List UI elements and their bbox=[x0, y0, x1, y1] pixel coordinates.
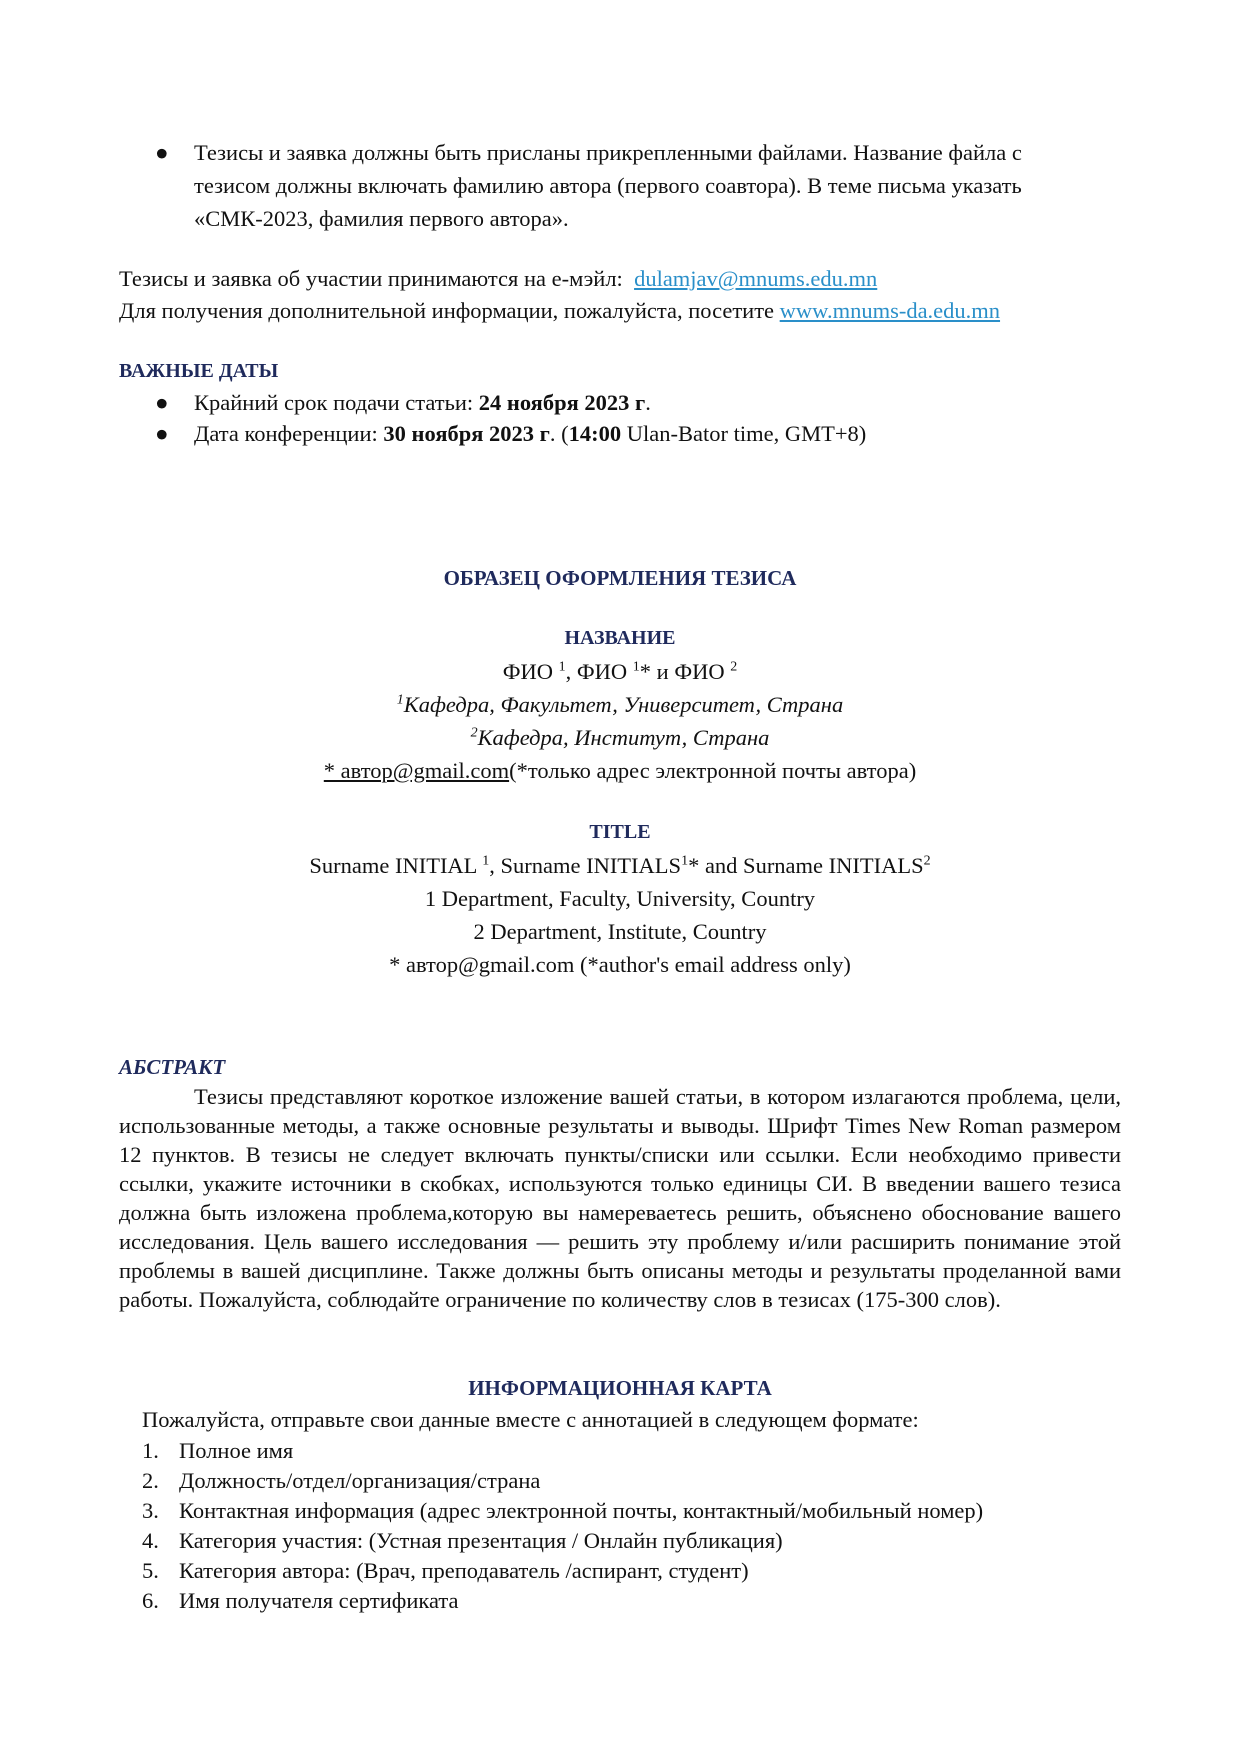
email-prefix: Тезисы и заявка об участии принимаются на е-мэйл: bbox=[119, 266, 623, 291]
bullet-icon: ● bbox=[155, 421, 169, 446]
ru-email-note: (*только адрес электронной почты автора) bbox=[509, 758, 917, 783]
ru-title: НАЗВАНИЕ bbox=[564, 627, 676, 649]
intro-line-1: Тезисы и заявка должны быть присланы прикрепленными файлами. Название файла с bbox=[194, 140, 1022, 165]
deadline-item: ● Крайний срок подачи статьи: 24 ноября 2023 г. bbox=[119, 387, 1121, 418]
conference-item: ● Дата конференции: 30 ноября 2023 г. (14:00 Ulan-Bator time, GMT+8) bbox=[119, 418, 1121, 449]
abstract-body: Тезисы представляют короткое изложение вашей статьи, в котором излагаются проблема, цели, использованные методы, а также основные результаты и выводы. Шрифт Times New Roman размером 12 пунктов. В тезисы не следует включать пункты/списки или ссылки. Если необходимо привести ссылки, укажите источники в скобках, используются только единицы СИ. В введении вашего тезиса должна быть изложена проблема,которую вы намереваетесь решить, объяснено обоснование вашего исследования. Цель вашего исследования — решить эту проблему и/или расширить понимание этой проблемы в вашей дисциплине. Также должны быть описаны методы и результаты проделанной вами работы. Пожалуйста, соблюдайте ограничение по количеству слов в тезисах (175-300 слов). bbox=[119, 1084, 1121, 1312]
ru-email bbox=[119, 754, 1121, 787]
dates-heading: ВАЖНЫЕ ДАТЫ bbox=[119, 360, 279, 382]
sample-heading: ОБРАЗЕЦ ОФОРМЛЕНИЯ ТЕЗИСА bbox=[443, 566, 797, 590]
en-authors: Surname INITIAL $^1$, Surname INITIALS$^1$* and Surname INITIALS$^2$ bbox=[309, 853, 931, 878]
list-item: 4. Категория участия: (Устная презентация / Онлайн публикация) bbox=[142, 1528, 783, 1553]
deadline-value: 24 ноября 2023 г bbox=[478, 390, 646, 415]
sample-en bbox=[119, 816, 1121, 981]
list-item: 3. Контактная информация (адрес электронной почты, контактный/мобильный номер) bbox=[142, 1498, 984, 1523]
info-card-intro: Пожалуйста, отправьте свои данные вместе с аннотацией в следующем формате: bbox=[142, 1407, 919, 1432]
en-email: * автор@gmail.com (*author's email address only) bbox=[389, 952, 851, 977]
site-link[interactable]: www.mnums-da.edu.mn bbox=[779, 298, 1001, 323]
list-item: 2. Должность/отдел/организация/страна bbox=[142, 1468, 541, 1493]
abstract-heading: АБСТРАКТ bbox=[119, 1055, 226, 1079]
conference-timezone: Ulan-Bator time, GMT+8) bbox=[626, 421, 867, 446]
contact-section bbox=[119, 263, 1121, 327]
info-card-heading: ИНФОРМАЦИОННАЯ КАРТА bbox=[468, 1376, 772, 1400]
intro-line-3: «СМК-2023, фамилия первого автора». bbox=[194, 206, 569, 231]
intro-bullet bbox=[119, 136, 1121, 235]
conference-value: 30 ноября 2023 г bbox=[383, 421, 550, 446]
ru-authors: ФИО $^1$, ФИО $^1$* и ФИО $^2$ bbox=[502, 659, 738, 684]
list-item: 1. Полное имя bbox=[142, 1438, 294, 1463]
abstract-section bbox=[119, 1053, 1121, 1314]
list-item: 6. Имя получателя сертификата bbox=[142, 1588, 459, 1613]
email-link[interactable]: dulamjav@mnums.edu.mn bbox=[634, 266, 878, 291]
en-affiliation-2: 2 Department, Institute, Country bbox=[473, 919, 767, 944]
dates-section bbox=[119, 356, 1121, 449]
conference-label: Дата конференции: bbox=[194, 421, 378, 446]
ru-email-address[interactable]: * автор@gmail.com bbox=[323, 758, 510, 783]
intro-line-2: тезисом должны включать фамилию автора (первого соавтора). В теме письма указать bbox=[194, 173, 1022, 198]
ru-affiliation-1: $^1$Кафедра, Факультет, Университет, Страна bbox=[396, 692, 844, 717]
bullet-icon: ● bbox=[155, 140, 169, 165]
en-title: TITLE bbox=[589, 821, 651, 843]
list-item: 5. Категория автора: (Врач, преподаватель /аспирант, студент) bbox=[142, 1558, 749, 1583]
bullet-icon: ● bbox=[155, 390, 169, 415]
conference-time: 14:00 bbox=[568, 421, 622, 446]
site-prefix: Для получения дополнительной информации, пожалуйста, посетите bbox=[119, 298, 775, 323]
deadline-label: Крайний срок подачи статьи: bbox=[194, 390, 474, 415]
en-affiliation-1: 1 Department, Faculty, University, Country bbox=[424, 886, 816, 911]
sample-ru bbox=[119, 622, 1121, 787]
ru-affiliation-2: $^2$Кафедра, Институт, Страна bbox=[470, 725, 770, 750]
info-card-section bbox=[119, 1373, 1121, 1615]
